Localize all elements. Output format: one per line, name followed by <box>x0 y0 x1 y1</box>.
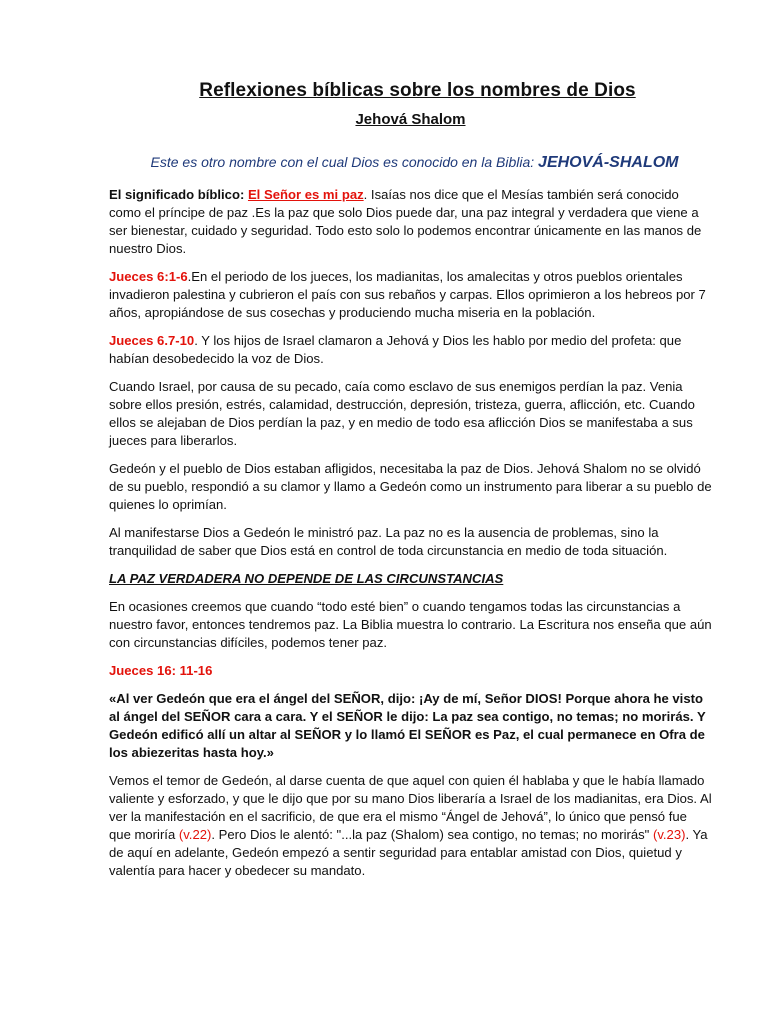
scripture-ref: Jueces 6:1-6 <box>109 269 188 284</box>
scripture-ref: Jueces 6.7-10 <box>109 333 195 348</box>
paragraph-temor <box>109 772 712 880</box>
paragraph-text: . Y los hijos de Israel clamaron a Jehová y Dios les hablo por medio del profeta: que habían desobedecido la voz de Dios. <box>109 333 682 366</box>
paragraph-gedeon: Gedeón y el pueblo de Dios estaban afligidos, necesitaba la paz de Dios. Jehová Shalom no se olvidó de su pueblo, respondió a su clamor y llamo a Gedeón como un instrumento para liberar a su pueblo de quienes lo oprimían. <box>109 461 712 512</box>
paragraph-meaning <box>109 186 712 258</box>
paragraph-jueces-6-1 <box>109 268 712 322</box>
paragraph-circunstancias: En ocasiones creemos que cuando “todo esté bien” o cuando tengamos todas las circunstancias a nuestro favor, entonces tendremos paz. La Biblia muestra lo contrario. La Escritura nos enseña que aún con circunstancias difíciles, podemos tener paz. <box>109 599 712 650</box>
intro-line <box>109 154 712 172</box>
paragraph-text: . Ya de aquí en adelante, Gedeón empezó a sentir seguridad para entablar amistad con Dios, quietud y valentía para hacer y obedecer su mandato. <box>109 827 708 878</box>
scripture-ref-jueces-16: Jueces 16: 11-16 <box>109 663 213 678</box>
intro-name: JEHOVÁ-SHALOM <box>538 154 679 171</box>
section-heading: LA PAZ VERDADERA NO DEPENDE DE LAS CIRCUNSTANCIAS <box>109 571 504 586</box>
paragraph-text: Vemos el temor de Gedeón, al darse cuenta de que aquel con quien él hablaba y que le había llamado valiente y esforzado, y que le dijo que por su mano Dios liberaría a Israel de los madianitas, era Dios. Al ver la manifestación en el sacrificio, de que era el mismo “Ángel de Jehová”, lo único que pensó fue que moriría <box>109 773 712 842</box>
meaning-highlight: El Señor es mi paz <box>247 187 364 202</box>
document-title: Reflexiones bíblicas sobre los nombres de Dios <box>199 80 636 101</box>
meaning-rest: . Isaías nos dice que el Mesías también será conocido como el príncipe de paz .Es la paz que solo Dios puede dar, una paz integral y verdadera que viene a ser bienestar, cuidado y seguridad. Todo esto solo lo podemos encontrar únicamente en las manos de nuestro Dios. <box>109 187 702 256</box>
scripture-quote: «Al ver Gedeón que era el ángel del SEÑOR, dijo: ¡Ay de mí, Señor DIOS! Porque ahora he visto al ángel del SEÑOR cara a cara. Y el SEÑOR le dijo: La paz sea contigo, no temas; no morirás. Y Gedeón edificó allí un altar al SEÑOR y lo llamó El SEÑOR es Paz, el cual permanece en Ofra de los abiezeritas hasta hoy.» <box>109 691 706 760</box>
paragraph-israel: Cuando Israel, por causa de su pecado, caía como esclavo de sus enemigos perdían la paz. Venia sobre ellos presión, estrés, calamidad, destrucción, depresión, tristeza, guerra, aflicción, etc. Cuando ellos se alejaban de Dios perdían la paz, y en medio de todo esa aflicción Dios se manifestaba a sus jueces para liberarlos. <box>109 379 695 448</box>
verse-ref: (v.23) <box>652 827 686 842</box>
meaning-lead: El significado bíblico: <box>109 187 248 202</box>
paragraph-ministro-paz: Al manifestarse Dios a Gedeón le ministró paz. La paz no es la ausencia de problemas, sino la tranquilidad de saber que Dios está en control de toda circunstancia en medio de toda situación. <box>109 525 668 558</box>
paragraph-text: .En el periodo de los jueces, los madianitas, los amalecitas y otros pueblos orientales invadieron palestina y cubrieron el país con sus rebaños y carpas. Ellos oprimieron a los hebreos por 7 años, apropiándose de sus cosechas y produciendo mucha miseria en la población. <box>109 269 706 320</box>
paragraph-jueces-6-7 <box>109 332 712 368</box>
document-subtitle: Jehová Shalom <box>355 111 466 128</box>
intro-text: Este es otro nombre con el cual Dios es conocido en la Biblia: <box>150 154 539 170</box>
paragraph-text: . Pero Dios le alentó: "...la paz (Shalom) sea contigo, no temas; no morirás" <box>211 827 653 842</box>
verse-ref: (v.22) <box>178 827 212 842</box>
